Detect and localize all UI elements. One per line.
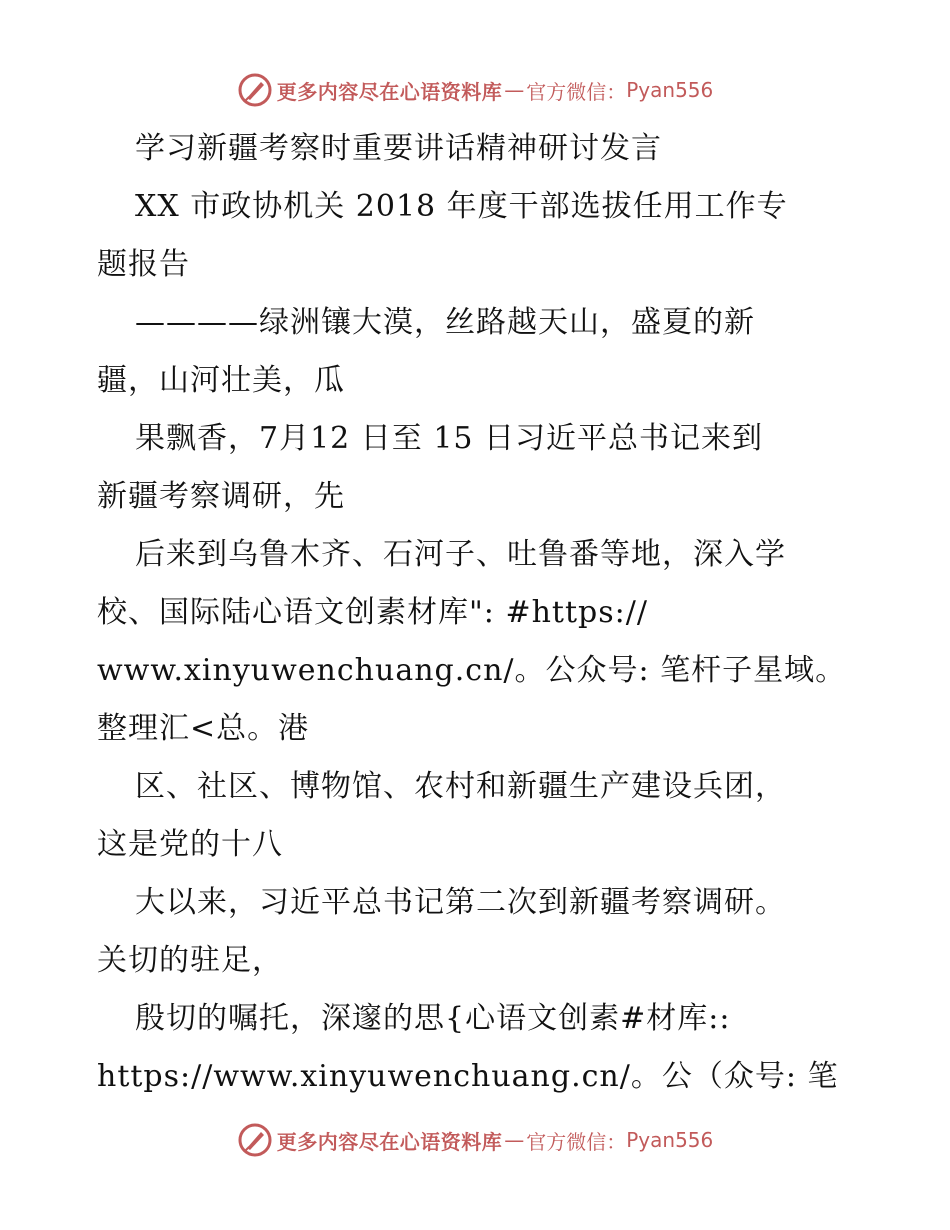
- watermark-banner-bottom: [0, 1120, 950, 1160]
- watermark-main-text: 更多内容尽在心语资料库: [276, 1129, 503, 1154]
- text-line: 题报告: [97, 247, 190, 282]
- quill-logo-icon: [237, 1122, 273, 1158]
- text-line: XX 市政协机关 2018 年度干部选拔任用工作专: [135, 189, 788, 224]
- watermark-separator: —: [504, 78, 525, 102]
- text-line: https://www.xinyuwenchuang.cn/。公（众号: 笔: [97, 1059, 839, 1094]
- text-line: 后来到乌鲁木齐、石河子、吐鲁番等地，深入学: [135, 537, 786, 572]
- watermark-wechat-id: Pyan556: [626, 1128, 714, 1152]
- text-line: 关切的驻足，: [97, 943, 283, 978]
- text-line: www.xinyuwenchuang.cn/。公众号: 笔杆子星域。: [97, 653, 847, 688]
- watermark-banner-top: [0, 70, 950, 110]
- document-body: [97, 120, 867, 1106]
- watermark-wechat-label: 官方微信：: [526, 79, 627, 104]
- watermark-wechat-label: 官方微信：: [526, 1129, 627, 1154]
- text-line: 整理汇<总。港: [97, 711, 310, 746]
- text-line: 殷切的嘱托，深邃的思{心语文创素#材库::: [135, 1001, 731, 1036]
- text-line: 新疆考察调研，先: [97, 479, 345, 514]
- text-line: 区、社区、博物馆、农村和新疆生产建设兵团，: [135, 769, 786, 804]
- text-line: 大以来，习近平总书记第二次到新疆考察调研。: [135, 885, 786, 920]
- text-line: 疆，山河壮美，瓜: [97, 363, 345, 398]
- text-line: 果飘香，7月12 日至 15 日习近平总书记来到: [135, 421, 764, 456]
- watermark-separator: —: [504, 1128, 525, 1152]
- text-line: 校、国际陆心语文创素材库": #https://: [97, 595, 648, 630]
- watermark-wechat-id: Pyan556: [626, 78, 714, 102]
- text-line: 学习新疆考察时重要讲话精神研讨发言: [135, 131, 662, 166]
- quill-logo-icon: [237, 72, 273, 108]
- text-line: ————绿洲镶大漠，丝路越天山，盛夏的新: [135, 305, 755, 340]
- text-line: 这是党的十八: [97, 827, 283, 862]
- watermark-main-text: 更多内容尽在心语资料库: [276, 79, 503, 104]
